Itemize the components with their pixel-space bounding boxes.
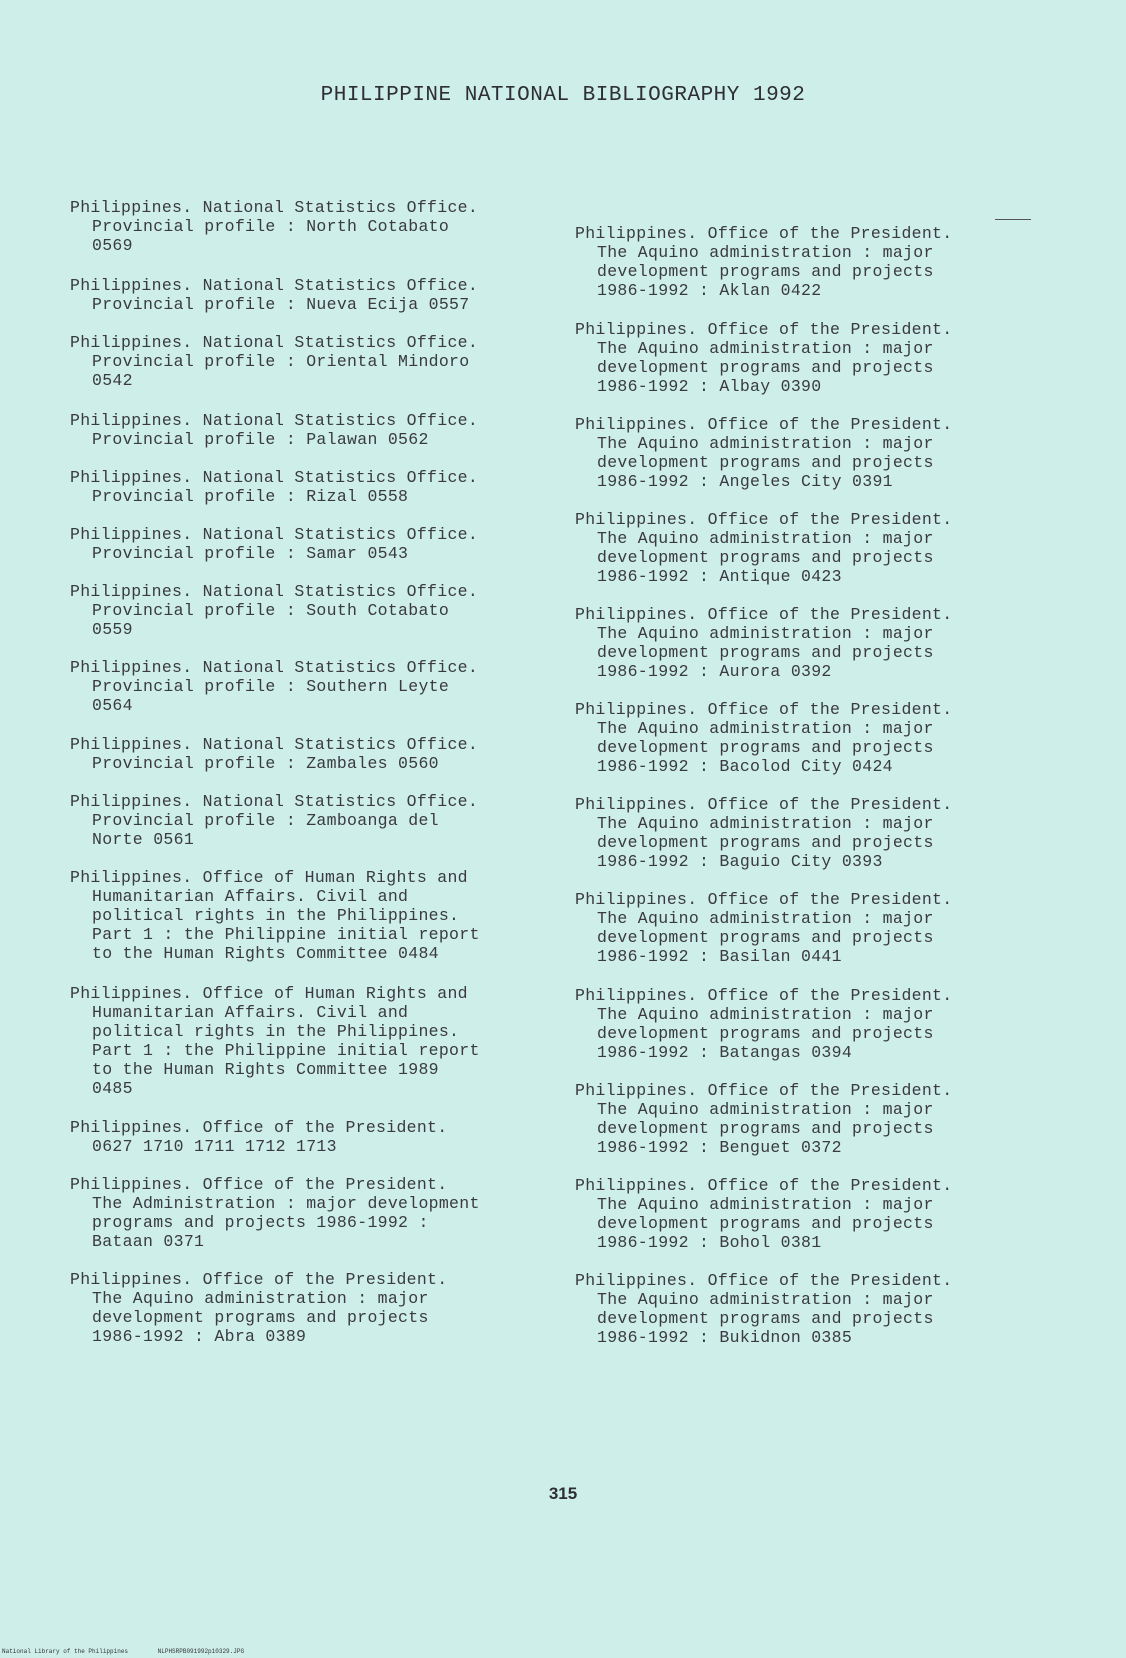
page-title: PHILIPPINE NATIONAL BIBLIOGRAPHY 1992 [320,84,806,107]
bibliography-entry: Philippines. Office of the President. The Aquino administration : major development programs and projects 1986-1992 : Baguio City 0393 [575,795,953,871]
bibliography-entry: Philippines. National Statistics Office. Provincial profile : Zambales 0560 [70,735,479,773]
bibliography-entry: Philippines. Office of the President. 0627 1710 1711 1712 1713 [70,1118,448,1156]
corner-mark [995,219,1031,220]
bibliography-entry: Philippines. National Statistics Office. Provincial profile : Oriental Mindoro 0542 [70,333,479,390]
bibliography-entry: Philippines. Office of the President. The Aquino administration : major development programs and projects 1986-1992 : Basilan 0441 [575,890,953,966]
bibliography-entry: Philippines. Office of the President. The Aquino administration : major development programs and projects 1986-1992 : Benguet 0372 [575,1081,953,1157]
bibliography-entry: Philippines. Office of the President. The Aquino administration : major development programs and projects 1986-1992 : Aurora 0392 [575,605,953,681]
bibliography-entry: Philippines. Office of the President. The Aquino administration : major development programs and projects 1986-1992 : Bukidnon 0385 [575,1271,953,1347]
footer-filename: NLPHSRPB091992p10329.JPG [157,1648,245,1655]
bibliography-entry: Philippines. Office of the President. The Aquino administration : major development programs and projects 1986-1992 : Batangas 0394 [575,986,953,1062]
footer-note [2,1648,270,1655]
bibliography-entry: Philippines. National Statistics Office. Provincial profile : Palawan 0562 [70,411,479,449]
bibliography-entry: Philippines. National Statistics Office. Provincial profile : Samar 0543 [70,525,479,563]
bibliography-entry: Philippines. National Statistics Office. Provincial profile : South Cotabato 0559 [70,582,479,639]
bibliography-entry: Philippines. Office of the President. The Aquino administration : major development programs and projects 1986-1992 : Angeles City 0391 [575,415,953,491]
bibliography-entry: Philippines. Office of Human Rights and Humanitarian Affairs. Civil and political rights in the Philippines. Part 1 : the Philippine initial report to the Human Rights Committee 0484 [70,868,480,963]
bibliography-entry: Philippines. Office of the President. The Aquino administration : major development programs and projects 1986-1992 : Bacolod City 0424 [575,700,953,776]
bibliography-entry: Philippines. Office of the President. The Aquino administration : major development programs and projects 1986-1992 : Albay 0390 [575,320,953,396]
bibliography-entry: Philippines. Office of the President. The Administration : major development programs and projects 1986-1992 : Bataan 0371 [70,1175,480,1251]
bibliography-entry: Philippines. National Statistics Office. Provincial profile : Southern Leyte 0564 [70,658,479,715]
page-number: 315 [548,1484,578,1503]
bibliography-entry: Philippines. Office of Human Rights and Humanitarian Affairs. Civil and political rights in the Philippines. Part 1 : the Philippine initial report to the Human Rights Committee 1989 0485 [70,984,480,1098]
bibliography-entry: Philippines. Office of the President. The Aquino administration : major development programs and projects 1986-1992 : Antique 0423 [575,510,953,586]
bibliography-entry: Philippines. National Statistics Office. Provincial profile : North Cotabato 0569 [70,198,479,255]
bibliography-entry: Philippines. National Statistics Office. Provincial profile : Rizal 0558 [70,468,479,506]
bibliography-entry: Philippines. National Statistics Office. Provincial profile : Zamboanga del Norte 0561 [70,792,479,849]
bibliography-entry: Philippines. Office of the President. The Aquino administration : major development programs and projects 1986-1992 : Aklan 0422 [575,224,953,300]
bibliography-entry: Philippines. Office of the President. The Aquino administration : major development programs and projects 1986-1992 : Abra 0389 [70,1270,448,1346]
footer-source: National Library of the Philippines [2,1648,129,1655]
bibliography-entry: Philippines. Office of the President. The Aquino administration : major development programs and projects 1986-1992 : Bohol 0381 [575,1176,953,1252]
bibliography-entry: Philippines. National Statistics Office. Provincial profile : Nueva Ecija 0557 [70,276,479,314]
